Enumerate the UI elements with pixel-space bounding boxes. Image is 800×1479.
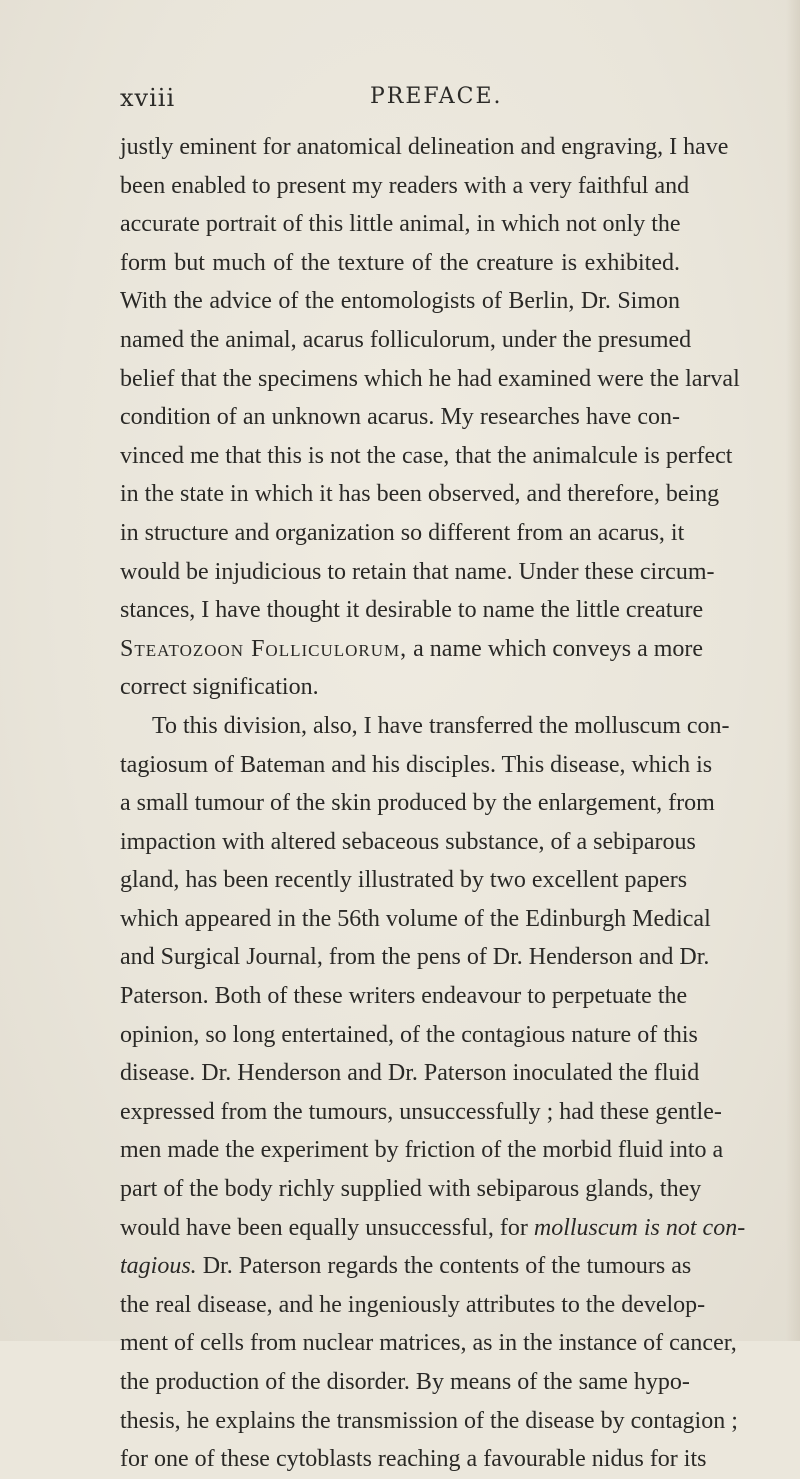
text-line: thesis, he explains the transmission of the disease by contagion ; [120,1407,738,1434]
text-line: the real disease, and he ingeniously attributes to the develop- [120,1291,706,1318]
text-run: part of the body richly supplied with sebiparous glands, they [120,1176,702,1203]
text-run: would have been equally unsuccessful, for [120,1214,534,1241]
body-text [120,128,746,1479]
text-line: the production of the disorder. By means of the same hypo- [120,1369,690,1395]
page-edge-shadow [786,0,800,1341]
running-head: PREFACE. [370,84,503,109]
text-line [120,1170,702,1209]
text-line: condition of an unknown acarus. My researches have con- [120,404,680,431]
page-number: xviii [120,84,176,112]
text-line: and Surgical Journal, from the pens of Dr. Henderson and Dr. [120,944,710,971]
italic-run: molluscum is not con- [533,1214,746,1241]
text-line: been enabled to present my readers with a very faithful and [120,172,690,199]
text-line [120,1247,692,1286]
text-line: disease. Dr. Henderson and Dr. Paterson inoculated the fluid [120,1060,700,1087]
text-line: With the advice of the entomologists of Berlin, Dr. Simon [120,288,680,315]
text-line: stances, I have thought it desirable to name the little creature [120,597,704,624]
text-line: form but much of the texture of the creature is exhibited. [120,249,680,276]
text-line: a small tumour of the skin produced by the enlargement, from [120,790,715,817]
italic-run: tagious. [120,1253,197,1280]
page-header [120,84,680,118]
text-line: Paterson. Both of these writers endeavour to perpetuate the [120,983,688,1010]
text-line: justly eminent for anatomical delineation and engraving, I have [120,134,729,160]
text-line: in the state in which it has been observed, and therefore, being [120,481,720,508]
text-line: vinced me that this is not the case, that the animalcule is perfect [120,442,733,469]
text-line: belief that the specimens which he had examined were the larval [120,365,740,392]
text-line: ment of cells from nuclear matrices, as in the instance of cancer, [120,1330,737,1357]
text-line: expressed from the tumours, unsuccessfully ; had these gentle- [120,1098,722,1125]
text-line [120,630,704,669]
text-line: men made the experiment by friction of the morbid fluid into a [120,1137,724,1164]
text-line [120,1209,746,1248]
text-line: named the animal, acarus folliculorum, under the presumed [120,326,692,353]
text-line: in structure and organization so different from an acarus, it [120,519,685,546]
text-line: which appeared in the 56th volume of the Edinburgh Medical [120,905,711,932]
text-line: opinion, so long entertained, of the contagious nature of this [120,1021,698,1048]
text-line: for one of these cytoblasts reaching a favourable nidus for its [120,1446,707,1473]
text-run: a name which conveys a more [407,635,704,662]
text-line: accurate portrait of this little animal, in which not only the [120,211,681,238]
text-line: tagiosum of Bateman and his disciples. This disease, which is [120,751,713,778]
text-line: To this division, also, I have transferred the molluscum con- [152,712,730,739]
species-name: Steatozoon Folliculorum, [120,635,408,662]
text-line: would be injudicious to retain that name. Under these circum- [120,558,715,585]
text-line: impaction with altered sebaceous substance, of a sebiparous [120,828,696,855]
text-line: gland, has been recently illustrated by two excellent papers [120,867,688,894]
text-line: correct signification. [120,674,319,701]
text-run: Dr. Paterson regards the contents of the tumours as [196,1253,692,1280]
